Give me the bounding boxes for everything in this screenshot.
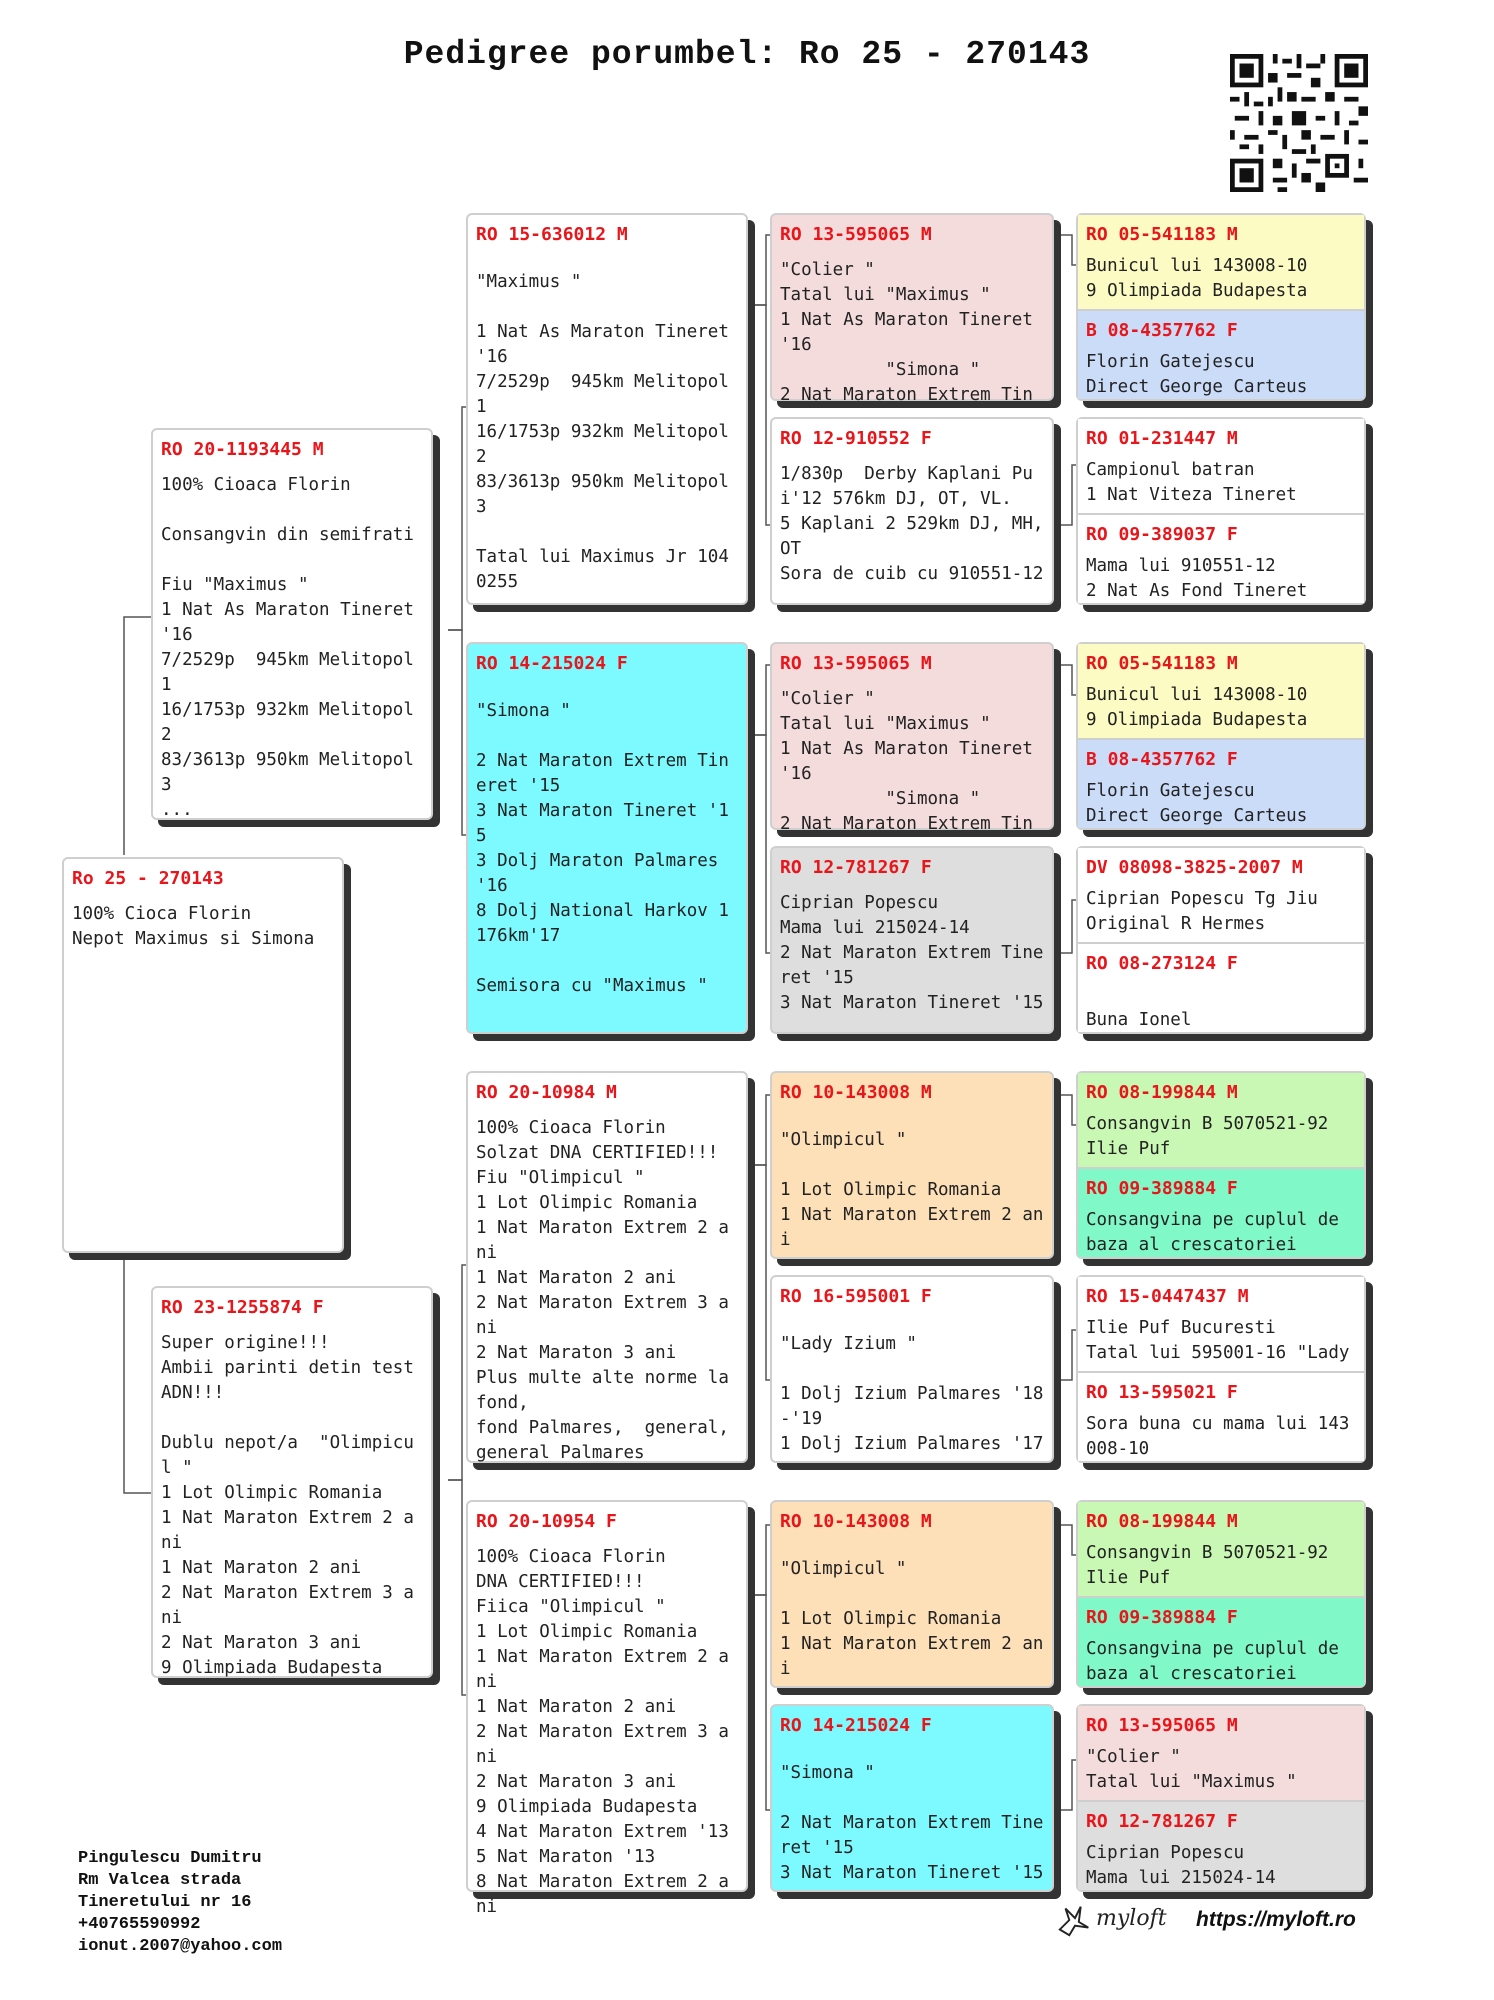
pigeon-card-gen2[interactable] [466,213,748,605]
pigeon-card-gen3[interactable] [770,1704,1054,1892]
pigeon-cell [468,1073,746,1461]
pigeon-notes: "Olimpicul " 1 Lot Olimpic Romania 1 Nat Maraton Extrem 2 ani [780,1130,1044,1250]
ring-number: RO 01-231447 M [1086,428,1238,449]
pigeon-cell[interactable] [1078,309,1364,399]
pigeon-cell [772,644,1052,834]
pigeon-card-gen4-pair[interactable] [1076,846,1366,1034]
pigeon-cell [64,859,342,1251]
ring-number: RO 12-781267 F [780,857,932,878]
pigeon-cell[interactable] [1078,215,1364,309]
owner-address-line2: Tineretului nr 16 [78,1893,252,1912]
pigeon-card-gen3[interactable] [770,1071,1054,1259]
ring-number: RO 05-541183 M [1086,653,1238,674]
pigeon-card-gen3[interactable] [770,417,1054,605]
owner-address-line1: Rm Valcea strada [78,1871,242,1890]
pigeon-cell [772,848,1052,1032]
pigeon-notes: Consangvin B 5070521-92 Ilie Puf [1086,1543,1329,1588]
pigeon-notes: 1/830p Derby Kaplani Pui'12 576km DJ, OT, VL. 5 Kaplani 2 529km DJ, MH, OT Sora de cuib cu 910551-12 [780,464,1044,584]
ring-number: RO 08-199844 M [1086,1082,1238,1103]
pigeon-card-gen4-pair[interactable] [1076,1071,1366,1259]
pigeon-cell[interactable] [1078,1596,1364,1686]
pigeon-card-gen3[interactable] [770,846,1054,1034]
ring-number: RO 09-389884 F [1086,1607,1238,1628]
pigeon-notes: "Colier " Tatal lui "Maximus " 1 Nat As Maraton Tineret '16 "Simona " 2 Nat Maraton Extrem Tin [780,689,1033,834]
ring-number: RO 12-910552 F [780,428,932,449]
pigeon-card-subject[interactable] [62,857,344,1253]
pigeon-cell[interactable] [1078,738,1364,828]
pigeon-card-gen2[interactable] [466,1071,748,1463]
brand-footer [1056,1900,1376,1940]
pigeon-cell[interactable] [1078,419,1364,513]
pigeon-notes: Consangvina pe cuplul de baza al crescatoriei [1086,1210,1350,1255]
pigeon-card-gen2[interactable] [466,642,748,1034]
pigeon-cell [772,215,1052,405]
pigeon-card-gen4-pair[interactable] [1076,417,1366,605]
pigeon-notes: Campionul batran 1 Nat Viteza Tineret [1086,460,1297,505]
pigeon-notes: Ciprian Popescu Mama lui 215024-14 [1086,1843,1276,1888]
pigeon-notes: Consangvina pe cuplul de baza al crescatoriei [1086,1639,1350,1684]
ring-number: RO 15-0447437 M [1086,1286,1249,1307]
pigeon-notes: "Simona " 2 Nat Maraton Extrem Tineret '15 3 Nat Maraton Tineret '15 [780,1763,1044,1883]
pigeon-cell[interactable] [1078,1502,1364,1596]
pigeon-notes: Florin Gatejescu Direct George Carteus [1086,352,1308,397]
myloft-bird-icon [1056,1900,1094,1940]
pigeon-card-gen3[interactable] [770,1275,1054,1463]
pigeon-card-gen3[interactable] [770,642,1054,834]
ring-number: RO 08-273124 F [1086,953,1238,974]
pigeon-card-gen4-pair[interactable] [1076,213,1366,401]
pigeon-cell[interactable] [1078,513,1364,603]
ring-number: DV 08098-3825-2007 M [1086,857,1303,878]
ring-number: RO 12-781267 F [1086,1811,1238,1832]
ring-number: RO 09-389884 F [1086,1178,1238,1199]
pigeon-notes: Consangvin B 5070521-92 Ilie Puf [1086,1114,1329,1159]
ring-number: RO 08-199844 M [1086,1511,1238,1532]
pigeon-card-gen3[interactable] [770,213,1054,405]
pigeon-cell[interactable] [1078,1277,1364,1371]
ring-number: RO 16-595001 F [780,1286,932,1307]
owner-contact [78,1848,282,1958]
ring-number: RO 15-636012 M [476,224,628,245]
pigeon-notes: Ilie Puf Bucuresti Tatal lui 595001-16 "Lady [1086,1318,1350,1363]
pigeon-cell[interactable] [1078,1167,1364,1257]
owner-name: Pingulescu Dumitru [78,1849,262,1868]
pigeon-notes: "Colier " Tatal lui "Maximus " 1 Nat As Maraton Tineret '16 "Simona " 2 Nat Maraton Extrem Tin [780,260,1033,405]
ring-number: RO 14-215024 F [476,653,628,674]
pigeon-notes: Mama lui 910551-12 2 Nat As Fond Tineret [1086,556,1308,601]
pigeon-card-gen4-pair[interactable] [1076,1704,1366,1892]
pigeon-cell [772,1277,1052,1461]
ring-number: RO 13-595065 M [1086,1715,1238,1736]
pigeon-cell [772,1502,1052,1686]
pigeon-card-gen3[interactable] [770,1500,1054,1688]
ring-number: B 08-4357762 F [1086,749,1238,770]
pigeon-card-gen4-pair[interactable] [1076,642,1366,830]
pigeon-cell[interactable] [1078,1073,1364,1167]
pigeon-notes: "Maximus " 1 Nat As Maraton Tineret '16 7/2529p 945km Melitopol 1 16/1753p 932km Melitopol 2 83/3613p 950km Melitopol 3 Tatal lui Maximus Jr 1040255 [476,272,729,592]
pigeon-cell[interactable] [1078,1371,1364,1461]
pigeon-cell[interactable] [1078,644,1364,738]
ring-number: RO 05-541183 M [1086,224,1238,245]
brand-url-link[interactable]: https://myloft.ro [1196,1908,1356,1931]
pigeon-cell [468,215,746,603]
pigeon-notes: 100% Cioaca Florin Consangvin din semifrati Fiu "Maximus " 1 Nat As Maraton Tineret '16 7/2529p 945km Melitopol 1 16/1753p 932km Melitopol 2 83/3613p 950km Melitopol 3 ... [161,475,414,820]
pigeon-notes: Super origine!!! Ambii parinti detin test ADN!!! Dublu nepot/a "Olimpicul " 1 Lot Olimpic Romania 1 Nat Maraton Extrem 2 ani 1 Nat Maraton 2 ani 2 Nat Maraton Extrem 3 ani 2 Nat Maraton 3 ani 9 Olimpiada Budapesta [161,1333,414,1678]
pigeon-cell [468,1502,746,1917]
pigeon-notes: 100% Cioaca Florin DNA CERTIFIED!!! Fiica "Olimpicul " 1 Lot Olimpic Romania 1 Nat Maraton Extrem 2 ani 1 Nat Maraton 2 ani 2 Nat Maraton Extrem 3 ani 2 Nat Maraton 3 ani 9 Olimpiada Budapesta 4 Nat Maraton Extrem '13 5 Nat Maraton '13 8 Nat Maraton Extrem 2 ani [476,1547,729,1917]
pigeon-cell [468,644,746,1032]
ring-number: RO 10-143008 M [780,1082,932,1103]
pigeon-notes: 100% Cioaca Florin Solzat DNA CERTIFIED!!! Fiu "Olimpicul " 1 Lot Olimpic Romania 1 Nat Maraton Extrem 2 ani 1 Nat Maraton 2 ani 2 Nat Maraton Extrem 3 ani 2 Nat Maraton 3 ani Plus multe alte norme la fond, fond Palmares, general, general Palmares [476,1118,729,1463]
ring-number: RO 13-595021 F [1086,1382,1238,1403]
pigeon-card-dam[interactable] [151,1286,433,1678]
pigeon-cell [153,1288,431,1676]
brand-name: myloft [1096,1906,1167,1931]
pigeon-notes: Florin Gatejescu Direct George Carteus [1086,781,1308,826]
pigeon-cell [153,430,431,818]
ring-number: RO 14-215024 F [780,1715,932,1736]
pigeon-card-gen4-pair[interactable] [1076,1275,1366,1463]
pigeon-notes: Ciprian Popescu Mama lui 215024-14 2 Nat Maraton Extrem Tineret '15 3 Nat Maraton Tineret '15 [780,893,1044,1013]
pigeon-cell [772,1073,1052,1257]
ring-number: B 08-4357762 F [1086,320,1238,341]
pigeon-notes: Bunicul lui 143008-10 9 Olimpiada Budapesta [1086,256,1308,301]
ring-number: RO 13-595065 M [780,653,932,674]
page-title: Pedigree porumbel: Ro 25 - 270143 [403,36,1091,73]
ring-number: RO 20-10984 M [476,1082,617,1103]
pigeon-notes: "Lady Izium " 1 Dolj Izium Palmares '18-'19 1 Dolj Izium Palmares '17 [780,1334,1044,1454]
pigeon-card-gen4-pair[interactable] [1076,1500,1366,1688]
ring-number: RO 13-595065 M [780,224,932,245]
owner-phone: +40765590992 [78,1915,201,1934]
ring-number: RO 09-389037 F [1086,524,1238,545]
pigeon-cell [772,419,1052,603]
ring-number: RO 20-1193445 M [161,439,324,460]
pigeon-notes: 100% Cioca Florin Nepot Maximus si Simona [72,904,315,949]
pigeon-cell[interactable] [1078,942,1364,1032]
pigeon-notes: Ciprian Popescu Tg Jiu Original R Hermes [1086,889,1318,934]
ring-number: RO 23-1255874 F [161,1297,324,1318]
ring-number: RO 20-10954 F [476,1511,617,1532]
pigeon-card-gen2[interactable] [466,1500,748,1917]
pigeon-cell [772,1706,1052,1890]
pigeon-notes: "Simona " 2 Nat Maraton Extrem Tineret '15 3 Nat Maraton Tineret '15 3 Dolj Maraton Palmares '16 8 Dolj National Harkov 1176km'17 Semisora cu "Maximus " [476,701,729,996]
ring-number: Ro 25 - 270143 [72,868,224,889]
pigeon-notes: Bunicul lui 143008-10 9 Olimpiada Budapesta [1086,685,1308,730]
pigeon-notes: "Olimpicul " 1 Lot Olimpic Romania 1 Nat Maraton Extrem 2 ani [780,1559,1044,1679]
ring-number: RO 10-143008 M [780,1511,932,1532]
pigeon-cell[interactable] [1078,1706,1364,1800]
pigeon-notes: Sora buna cu mama lui 143008-10 [1086,1414,1350,1459]
pigeon-cell[interactable] [1078,1800,1364,1890]
pigeon-card-sire[interactable] [151,428,433,820]
pigeon-notes: "Colier " Tatal lui "Maximus " [1086,1747,1297,1792]
pigeon-cell[interactable] [1078,848,1364,942]
pigeon-notes: Buna Ionel [1086,1010,1192,1030]
owner-email[interactable]: ionut.2007@yahoo.com [78,1937,283,1956]
